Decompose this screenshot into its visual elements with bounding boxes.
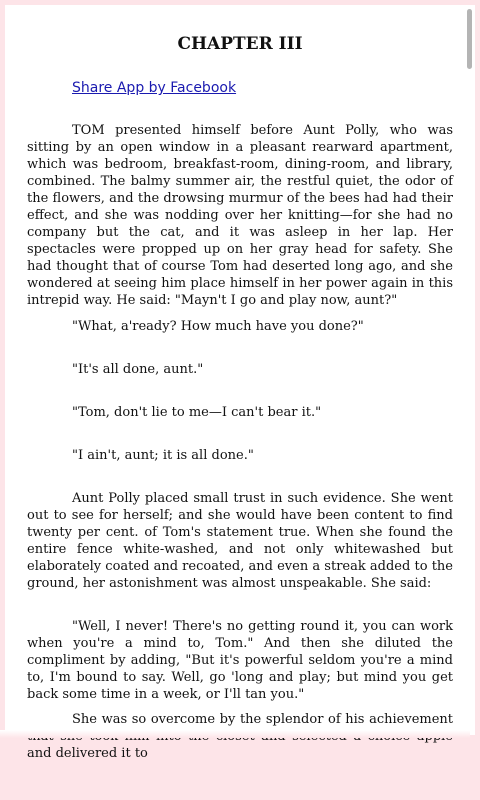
bottom-fade (0, 730, 470, 738)
paragraph: TOM presented himself before Aunt Polly, who was sitting by an open window in a pleasant rearward apartment, which was bedroom, breakfast-room, dining-room, and library, combined. The balmy summer air, the restful quiet, the odor of the flowers, and the drowsing murmur of the bees had had their effect, and she was nodding over her knitting—for she had no company but the cat, and it was asleep in her lap. Her spectacles were propped up on her gray head for safety. She had thought that of course Tom had deserted long ago, and she wondered at seeing him place himself in her power again in this intrepid way. He said: "Mayn't I go and play now, aunt?" (27, 123, 453, 308)
paragraph: She was so overcome by the splendor of his achievement and delivered it to (27, 712, 453, 761)
dialog-line: "Tom, don't lie to me—I can't bear it." (72, 405, 322, 420)
reader-page[interactable] (5, 5, 475, 761)
dialog-line: "What, a'ready? How much have you done?" (72, 319, 364, 334)
share-facebook-link[interactable]: Share App by Facebook (72, 80, 237, 96)
paragraph: Aunt Polly placed small trust in such evidence. She went out to see for herself; and she would have been content to find twenty per cent. of Tom's statement true. When she found the entire fence white-washed, and not only whitewashed but elaborately coated and recoated, and even a streak added to the ground, her astonishment was almost unspeakable. She said: (27, 491, 453, 591)
chapter-title: CHAPTER III (177, 34, 303, 54)
paragraph: "Well, I never! There's no getting round it, you can work when you're a mind to, Tom." And then she diluted the compliment by adding, "But it's powerful seldom you're a mind to, I'm bound to say. Well, go 'long and play; but mind you get back some time in a week, or I'll tan you." (27, 619, 453, 702)
dialog-line: "It's all done, aunt." (72, 362, 204, 377)
dialog-line: "I ain't, aunt; it is all done." (72, 448, 254, 463)
